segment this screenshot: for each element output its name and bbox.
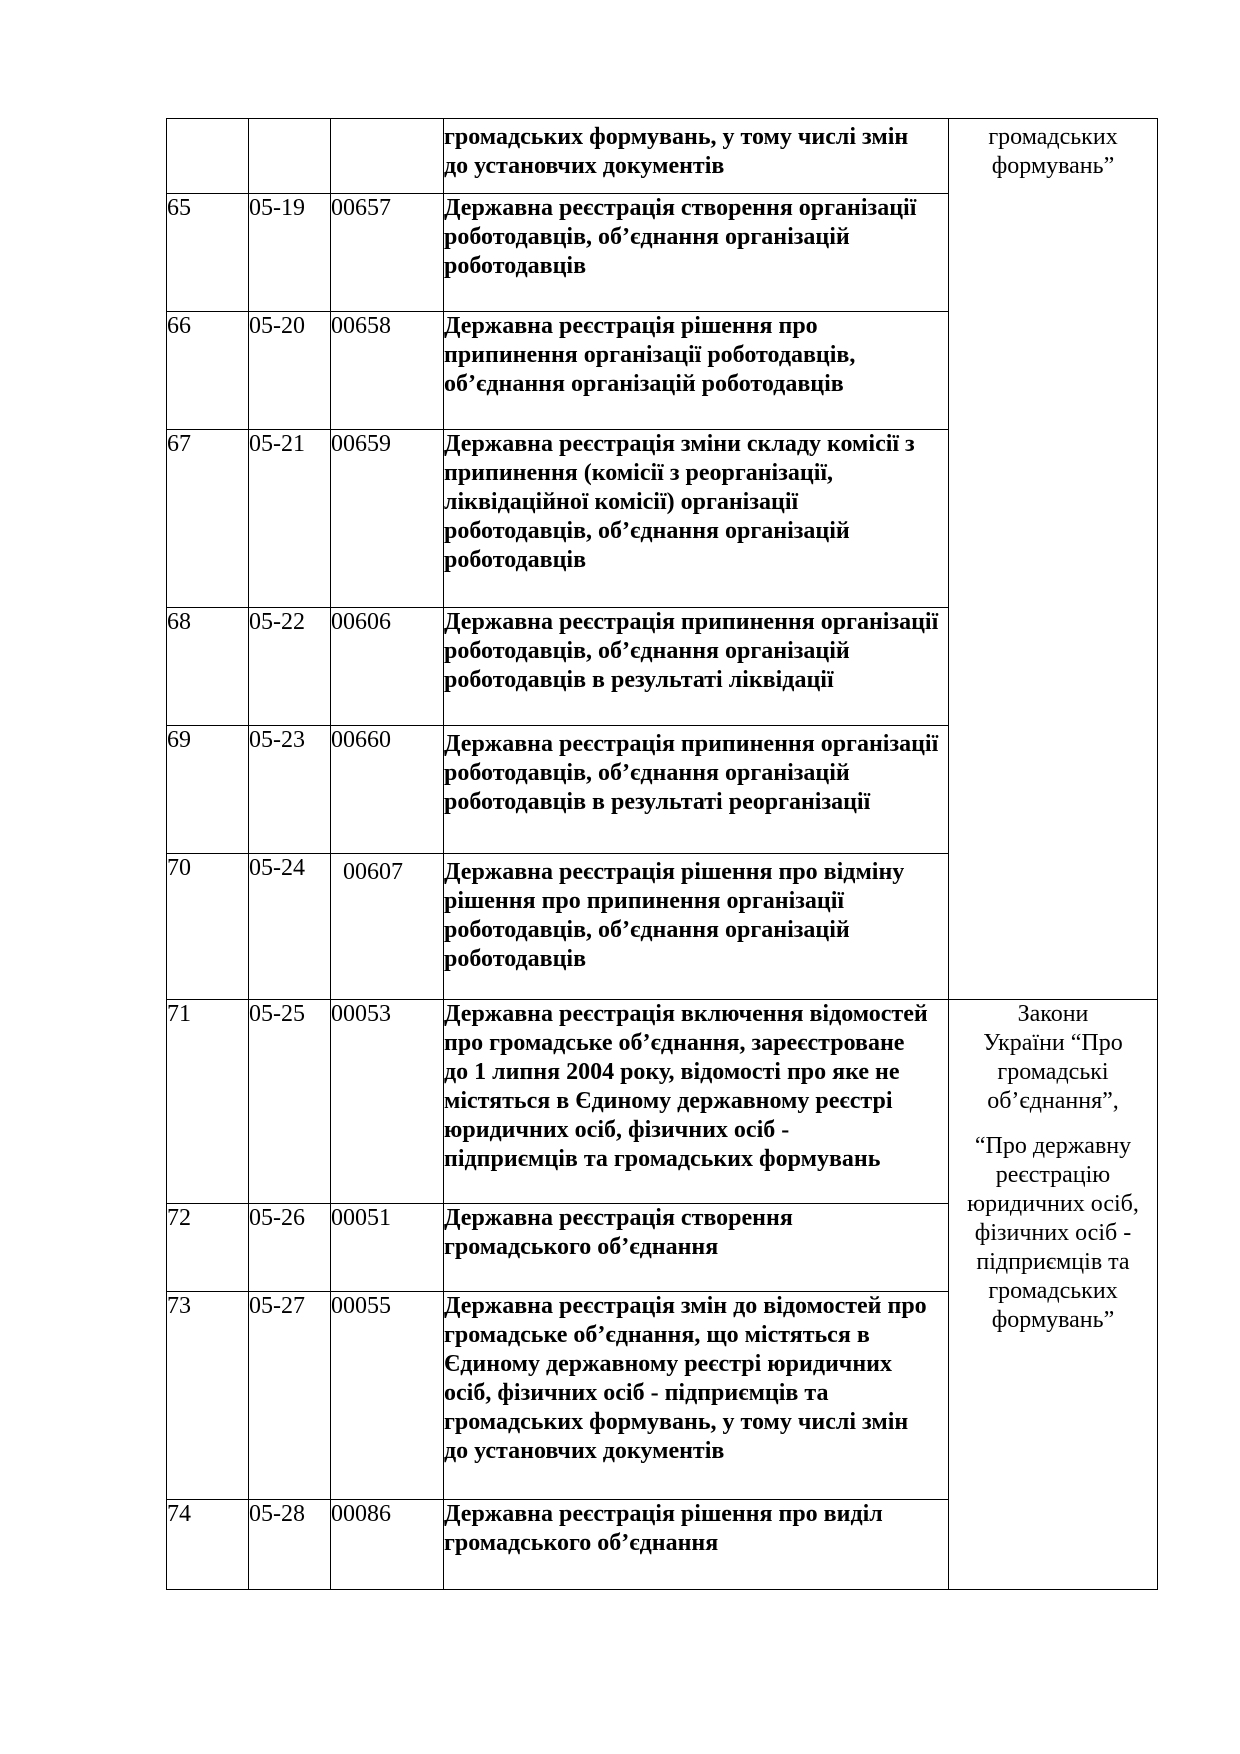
description-line: ліквідаційної комісії) організації	[444, 489, 799, 515]
description-line: до установчих документів	[444, 153, 725, 179]
description-line: роботодавців, об’єднання організацій	[444, 917, 850, 943]
description-line: Державна реєстрація рішення про виділ	[444, 1501, 883, 1527]
num-cell: 67	[167, 430, 249, 608]
num-cell: 65	[167, 194, 249, 312]
description-line: припинення організації роботодавців,	[444, 342, 856, 368]
description-cell	[444, 312, 949, 430]
description-line: громадських формувань, у тому числі змін	[444, 124, 909, 150]
services-table	[166, 118, 1158, 1590]
description-line: роботодавців, об’єднання організацій	[444, 638, 850, 664]
num-cell: 70	[167, 854, 249, 1000]
description-line: роботодавців, об’єднання організацій	[444, 518, 850, 544]
id-cell: 00606	[331, 608, 444, 726]
id-cell: 00658	[331, 312, 444, 430]
law-reference-cell	[949, 119, 1158, 1000]
law-line: Закони	[1017, 1001, 1089, 1027]
id-cell: 00657	[331, 194, 444, 312]
description-cell	[444, 1292, 949, 1500]
id-cell: 00051	[331, 1204, 444, 1292]
description-line: рішення про припинення організації	[444, 888, 845, 914]
id-cell: 00660	[331, 726, 444, 854]
description-line: об’єднання організацій роботодавців	[444, 371, 844, 397]
description-line: Державна реєстрація створення організації	[444, 195, 917, 221]
num-cell: 74	[167, 1500, 249, 1590]
description-cell	[444, 194, 949, 312]
description-cell	[444, 119, 949, 194]
description-line: роботодавців, об’єднання організацій	[444, 224, 850, 250]
description-line: до установчих документів	[444, 1438, 725, 1464]
code-cell: 05-27	[249, 1292, 331, 1500]
description-line: роботодавців в результаті ліквідації	[444, 667, 834, 693]
code-cell: 05-21	[249, 430, 331, 608]
law-line: об’єднання”,	[987, 1088, 1119, 1114]
description-line: до 1 липня 2004 року, відомості про яке не	[444, 1059, 900, 1085]
description-line: Державна реєстрація припинення організації	[444, 731, 939, 757]
description-line: підприємців та громадських формувань	[444, 1146, 881, 1172]
description-line: Державна реєстрація припинення організації	[444, 609, 939, 635]
description-cell	[444, 608, 949, 726]
law-line: громадських	[988, 124, 1118, 150]
description-line: Державна реєстрація рішення про відміну	[444, 859, 905, 885]
law-reference-cell	[949, 1000, 1158, 1590]
id-cell: 00053	[331, 1000, 444, 1204]
code-cell: 05-19	[249, 194, 331, 312]
num-cell: 73	[167, 1292, 249, 1500]
code-cell: 05-23	[249, 726, 331, 854]
code-cell: 05-24	[249, 854, 331, 1000]
law-line: реєстрацію	[995, 1162, 1111, 1188]
table-row	[167, 119, 1158, 194]
description-line: роботодавців	[444, 253, 587, 279]
num-cell: 69	[167, 726, 249, 854]
description-line: Державна реєстрація створення	[444, 1205, 793, 1231]
description-cell	[444, 1500, 949, 1590]
description-cell	[444, 726, 949, 854]
description-line: громадського об’єднання	[444, 1530, 719, 1556]
code-cell: 05-20	[249, 312, 331, 430]
id-cell: 00055	[331, 1292, 444, 1500]
law-spacer	[949, 1116, 1157, 1132]
code-cell: 05-22	[249, 608, 331, 726]
description-line: містяться в Єдиному державному реєстрі	[444, 1088, 893, 1114]
description-line: роботодавців, об’єднання організацій	[444, 760, 850, 786]
description-line: осіб, фізичних осіб - підприємців та	[444, 1380, 829, 1406]
description-line: Державна реєстрація змін до відомостей про	[444, 1293, 927, 1319]
description-line: роботодавців	[444, 547, 587, 573]
description-line: Державна реєстрація включення відомостей	[444, 1001, 928, 1027]
description-line: роботодавців в результаті реорганізації	[444, 789, 871, 815]
description-cell	[444, 430, 949, 608]
code-cell	[249, 119, 331, 194]
description-line: Державна реєстрація зміни складу комісії з	[444, 431, 915, 457]
law-line: підприємців та	[976, 1249, 1130, 1275]
description-line: Державна реєстрація рішення про	[444, 313, 818, 339]
law-line: фізичних осіб -	[974, 1220, 1132, 1246]
law-line: громадських	[988, 1278, 1118, 1304]
num-cell: 66	[167, 312, 249, 430]
description-line: роботодавців	[444, 946, 587, 972]
id-cell	[331, 119, 444, 194]
code-cell: 05-26	[249, 1204, 331, 1292]
description-line: Єдиному державному реєстрі юридичних	[444, 1351, 892, 1377]
table-row	[167, 1000, 1158, 1204]
code-cell: 05-28	[249, 1500, 331, 1590]
num-cell: 68	[167, 608, 249, 726]
description-cell	[444, 1000, 949, 1204]
description-line: юридичних осіб, фізичних осіб -	[444, 1117, 790, 1143]
law-line: “Про державну	[974, 1133, 1132, 1159]
description-cell	[444, 1204, 949, 1292]
id-cell: 00086	[331, 1500, 444, 1590]
description-line: громадське об’єднання, що містяться в	[444, 1322, 870, 1348]
law-line: України “Про	[983, 1030, 1123, 1056]
id-cell: 00659	[331, 430, 444, 608]
description-line: громадського об’єднання	[444, 1234, 719, 1260]
description-line: громадських формувань, у тому числі змін	[444, 1409, 909, 1435]
law-line: юридичних осіб,	[967, 1191, 1139, 1217]
description-line: припинення (комісії з реорганізації,	[444, 460, 834, 486]
description-cell	[444, 854, 949, 1000]
num-cell	[167, 119, 249, 194]
code-cell: 05-25	[249, 1000, 331, 1204]
description-line: про громадське об’єднання, зареєстроване	[444, 1030, 905, 1056]
num-cell: 71	[167, 1000, 249, 1204]
law-line: формувань”	[991, 1307, 1115, 1333]
num-cell: 72	[167, 1204, 249, 1292]
law-line: формувань”	[991, 153, 1115, 179]
law-line: громадські	[997, 1059, 1109, 1085]
id-cell: 00607	[331, 854, 444, 1000]
